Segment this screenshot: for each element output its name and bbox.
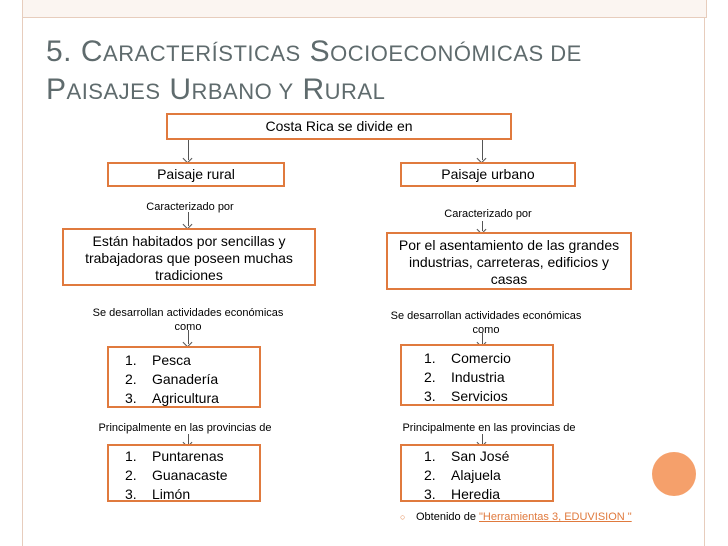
source-note (400, 510, 632, 524)
list-item: 1. Pesca (125, 352, 191, 368)
slide-frame-top (22, 0, 707, 18)
rural-provinces-list (125, 447, 259, 504)
urban-activities-list (424, 349, 552, 406)
source-prefix: Obtenido de (416, 511, 479, 523)
rural-activities-list (125, 351, 259, 408)
list-item: 3. Agricultura (125, 390, 219, 406)
bullet-icon: ○ (400, 512, 406, 522)
urban-description-box (386, 232, 632, 290)
urban-label-characterized: Caracterizado por (444, 208, 532, 220)
arrow-down-icon (188, 140, 189, 160)
urban-provinces-box (400, 444, 554, 502)
rural-heading-box (107, 162, 285, 187)
list-item: 3. Heredia (424, 486, 501, 502)
list-item: 3. Limón (125, 486, 191, 502)
arrow-down-icon (482, 332, 483, 344)
source-link[interactable]: "Herramientas 3, EDUVISION " (479, 511, 632, 523)
arrow-down-icon (188, 212, 189, 226)
rural-heading: Paisaje rural (157, 166, 235, 182)
list-item: 2. Ganadería (125, 371, 219, 387)
title-line-2: PAISAJES URBANO Y RURAL (46, 73, 386, 106)
slide-frame-right (704, 17, 705, 546)
urban-heading: Paisaje urbano (441, 166, 535, 182)
arrow-down-icon (188, 434, 189, 444)
urban-label-provinces: Principalmente en las provincias de (402, 422, 576, 434)
slide-title (46, 34, 686, 110)
decorative-circle (652, 452, 696, 496)
rural-label-characterized: Caracterizado por (146, 201, 234, 213)
urban-activities-box (400, 344, 554, 406)
urban-label-activities: Se desarrollan actividades económicas como (390, 310, 582, 336)
list-item: 2. Alajuela (424, 467, 501, 483)
arrow-down-icon (482, 221, 483, 231)
rural-provinces-box (107, 444, 261, 502)
list-item: 2. Guanacaste (125, 467, 228, 483)
rural-activities-box (107, 346, 261, 408)
list-item: 2. Industria (424, 369, 505, 385)
rural-label-activities: Se desarrollan actividades económicas como (92, 307, 284, 333)
urban-heading-box (400, 162, 576, 187)
list-item: 3. Servicios (424, 388, 508, 404)
root-label: Costa Rica se divide en (265, 118, 413, 134)
urban-provinces-list (424, 447, 552, 504)
arrow-down-icon (482, 140, 483, 160)
rural-description-box (62, 228, 316, 286)
arrow-down-icon (482, 434, 483, 444)
root-box (166, 113, 512, 140)
list-item: 1. San José (424, 448, 510, 464)
rural-description: Están habitados por sencillas y trabajadoras que poseen muchas tradiciones (85, 233, 293, 283)
urban-description: Por el asentamiento de las grandes industrias, carreteras, edificios y casas (398, 237, 620, 287)
title-line-1: 5. CARACTERÍSTICAS SOCIOECONÓMICAS DE (46, 35, 582, 68)
list-item: 1. Comercio (424, 350, 511, 366)
rural-label-provinces: Principalmente en las provincias de (98, 422, 272, 434)
slide-frame-left (22, 17, 23, 546)
list-item: 1. Puntarenas (125, 448, 224, 464)
arrow-down-icon (188, 330, 189, 344)
